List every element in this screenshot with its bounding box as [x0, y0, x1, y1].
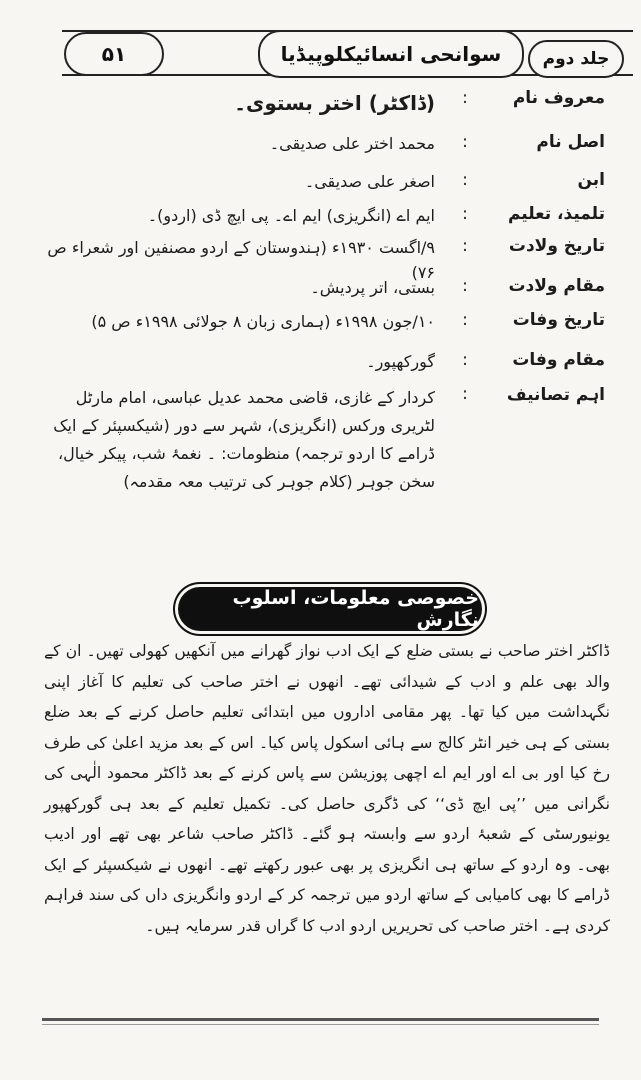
bio-colon: :	[462, 310, 468, 330]
bio-value: بستی، اتر پردیش۔	[310, 278, 435, 297]
bio-colon: :	[462, 350, 468, 370]
bio-label: معروف نام	[512, 88, 605, 108]
volume-label: جلد دوم	[528, 40, 624, 78]
bio-colon: :	[462, 276, 468, 296]
bio-label: مقام ولادت	[508, 276, 605, 296]
bio-value: محمد اختر علی صدیقی۔	[269, 134, 435, 153]
bio-value: گورکھپور۔	[366, 352, 435, 371]
section-heading: خصوصی معلومات، اسلوب نگارش	[178, 587, 482, 631]
bio-label: مقام وفات	[512, 350, 605, 370]
bio-label: اہم تصانیف	[506, 385, 605, 405]
bio-value: کردار کے غازی، قاضی محمد عدیل عباسی، امام مارٹل لٹریری ورکس (انگریزی)، شہر سے دور (شیکسپئر کے ایک ڈرامے کا اردو ترجمہ) منظومات: ۔ نغمۂ شب، پیکر خیال، سخن جوہر (کلام جوہر کی ترتیب معہ مقدمہ)	[53, 388, 435, 491]
bio-colon: :	[462, 236, 468, 256]
footer-rule	[42, 1018, 599, 1021]
bio-label: ابن	[577, 170, 605, 190]
book-title: سوانحی انسائیکلوپیڈیا	[258, 30, 524, 78]
bio-row-death-date	[40, 310, 605, 350]
bio-row-works	[40, 384, 605, 496]
bio-row-real-name	[40, 132, 605, 170]
bio-row-father	[40, 170, 605, 204]
bio-value: ۱۰/جون ۱۹۹۸ء (ہماری زبان ۸ جولائی ۱۹۹۸ء ص ۵)	[91, 312, 435, 331]
body-paragraph: ڈاکٹر اختر صاحب نے بستی ضلع کے ایک ادب نواز گھرانے میں آنکھیں کھولی تھیں۔ ان کے والد بھی علم و ادب کے شیدائی تھے۔ انھوں نے اختر صاحب کی تعلیم کا آغاز اپنی نگہداشت میں کیا تھا۔ پھر مقامی اداروں میں ابتدائی تعلیم حاصل کرنے کے بعد ضلع بستی کے ہی خیر انٹر کالج سے ہائی اسکول پاس کیا۔ اس کے بعد مزید اعلیٰ کی طرف رخ کیا اور بی اے اور ایم اے اچھی پوزیشن سے پاس کرنے کے بعد ڈاکٹر محمود الٰہی کی نگرانی میں ’’پی ایچ ڈی‘‘ کی ڈگری حاصل کی۔ تکمیل تعلیم کے بعد ہی گورکھپور یونیورسٹی کے شعبۂ اردو سے وابستہ ہو گئے۔ ڈاکٹر صاحب شاعر بھی تھے اور ادیب بھی۔ وہ اردو کے ساتھ ہی انگریزی پر بھی عبور رکھتے تھے۔ انھوں نے شیکسپئر کے ایک ڈرامے کا بھی کامیابی کے ساتھ اردو میں ترجمہ کر کے اردو وانگریزی داں کی سند فراہم کردی ہے۔ اختر صاحب کی تحریریں اردو ادب کا گراں قدر سرمایہ ہیں۔	[44, 642, 610, 935]
bio-row-birth-date	[40, 236, 605, 282]
bio-colon: :	[462, 170, 468, 190]
biography-table	[40, 88, 605, 496]
bio-value: اصغر علی صدیقی۔	[304, 172, 435, 191]
bio-colon: :	[462, 204, 468, 224]
bio-row-known-name	[40, 88, 605, 132]
bio-row-death-place	[40, 350, 605, 384]
bio-colon: :	[462, 132, 468, 152]
bio-value: ۹/اگست ۱۹۳۰ء (ہندوستان کے اردو مصنفین اور شعراء ص ۷۶)	[47, 238, 435, 282]
bio-row-birth-place	[40, 276, 605, 310]
bio-label: اصل نام	[536, 132, 605, 152]
footer-rule-thin	[42, 1024, 599, 1025]
bio-colon: :	[462, 384, 468, 404]
bio-value: ایم اے (انگریزی) ایم اے۔ پی ایچ ڈی (اردو)۔	[147, 206, 435, 225]
bio-row-education	[40, 204, 605, 236]
bio-label: تاریخ وفات	[512, 310, 605, 330]
bio-label: تلمیذ، تعلیم	[507, 204, 605, 224]
page-number: ۵۱	[64, 32, 164, 76]
bio-value: (ڈاکٹر) اختر بستوی۔	[234, 91, 435, 115]
bio-colon: :	[462, 88, 468, 108]
bio-label: تاریخ ولادت	[508, 236, 605, 256]
